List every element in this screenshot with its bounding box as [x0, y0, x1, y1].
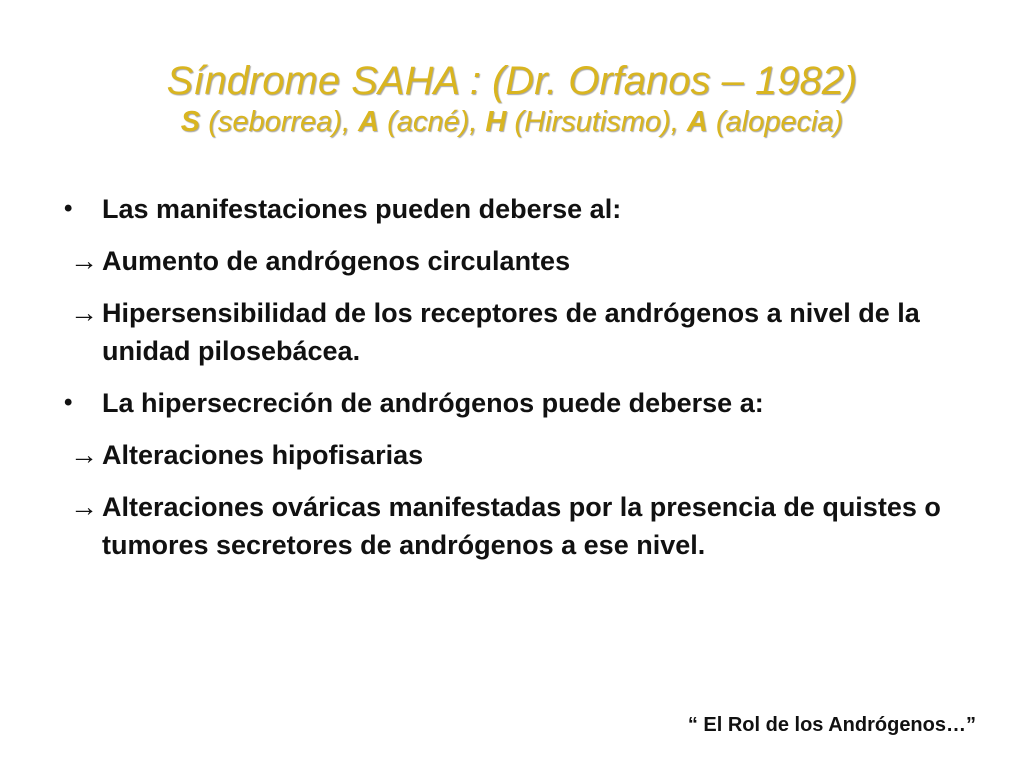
arrow-right-icon: → [70, 297, 98, 328]
subtitle-text-s: (seborrea), [200, 106, 359, 138]
title-main: Síndrome SAHA : (Dr. Orfanos – 1982) [166, 59, 858, 103]
bullet-list [60, 190, 970, 578]
subtitle-letter-h: H [485, 106, 507, 138]
arrow-right-icon: → [70, 491, 98, 522]
subtitle-text-a1: (acné), [379, 106, 486, 138]
list-item-text: Alteraciones ováricas manifestadas por la presencia de quistes o tumores secretores de andrógenos a ese nivel. [102, 492, 941, 560]
list-item-text: Alteraciones hipofisarias [102, 440, 424, 470]
list-item [60, 190, 970, 228]
list-item [60, 488, 970, 564]
subtitle-text-a2: (alopecia) [707, 106, 844, 138]
bullet-icon: • [64, 195, 73, 222]
list-item-text: Aumento de andrógenos circulantes [102, 246, 571, 276]
subtitle-letter-s: S [180, 106, 201, 138]
subtitle-text-h: (Hirsutismo), [506, 106, 687, 138]
subtitle-letter-a1: A [358, 106, 380, 138]
subtitle-letter-a2: A [686, 106, 708, 138]
list-item [60, 436, 970, 474]
list-item [60, 242, 970, 280]
slide-title [40, 58, 984, 140]
title-subtitle [40, 104, 984, 140]
list-item [60, 384, 970, 422]
list-item [60, 294, 970, 370]
bullet-icon: • [64, 389, 73, 416]
list-item-text: La hipersecreción de andrógenos puede deberse a: [102, 388, 764, 418]
footer-caption: “ El Rol de los Andrógenos…” [687, 714, 976, 736]
list-item-text: Hipersensibilidad de los receptores de andrógenos a nivel de la unidad pilosebácea. [102, 298, 920, 366]
arrow-right-icon: → [70, 245, 98, 276]
list-item-text: Las manifestaciones pueden deberse al: [102, 194, 622, 224]
arrow-right-icon: → [70, 439, 98, 470]
